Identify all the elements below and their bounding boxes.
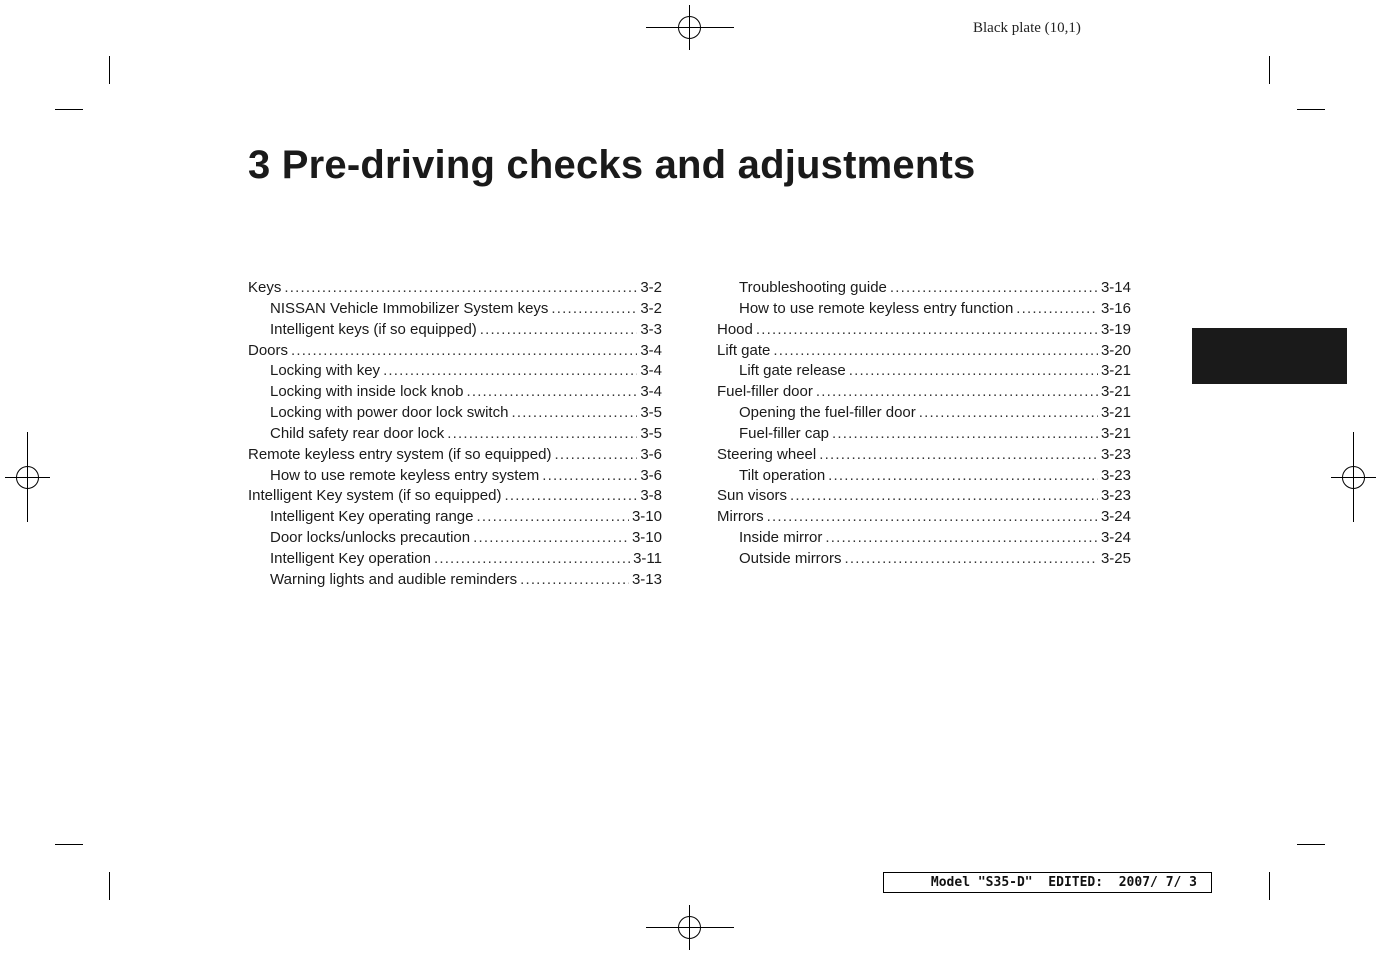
toc-entry[interactable] [717, 320, 1131, 341]
toc-entry[interactable] [248, 278, 662, 299]
toc-entry-label: NISSAN Vehicle Immobilizer System keys [270, 299, 549, 317]
toc-entry[interactable] [248, 445, 662, 466]
toc-entry[interactable] [717, 382, 1131, 403]
toc-dot-leader [551, 299, 637, 320]
toc-entry-label: Intelligent keys (if so equipped) [270, 320, 477, 338]
toc-entry[interactable] [717, 424, 1131, 445]
toc-entry-label: How to use remote keyless entry system [270, 466, 540, 484]
toc-entry[interactable] [248, 382, 662, 403]
toc-dot-leader [284, 278, 637, 299]
toc-entry-label: Door locks/unlocks precaution [270, 529, 471, 547]
toc-entry-label: Intelligent Key operation [270, 549, 431, 567]
toc-dot-leader [828, 466, 1098, 487]
toc-dot-leader [756, 320, 1098, 341]
toc-dot-leader [520, 570, 629, 591]
toc-entry-label: Sun visors [717, 487, 788, 505]
toc-entry-label: Child safety rear door lock [270, 424, 445, 442]
toc-dot-leader [832, 424, 1098, 445]
toc-dot-leader [919, 403, 1098, 424]
toc-entry[interactable] [717, 278, 1131, 299]
toc-dot-leader [480, 320, 638, 341]
toc-column-right [717, 278, 1131, 570]
toc-entry[interactable] [248, 320, 662, 341]
toc-entry-label: Keys [248, 279, 282, 296]
toc-dot-leader [554, 445, 637, 466]
toc-dot-leader [845, 549, 1098, 570]
toc-entry-page: 3-21 [1100, 383, 1131, 401]
toc-entry-page: 3-25 [1100, 549, 1131, 567]
toc-entry-page: 3-4 [640, 362, 662, 380]
toc-entry-page: 3-2 [640, 279, 662, 296]
toc-entry[interactable] [248, 549, 662, 570]
toc-dot-leader [542, 466, 637, 487]
toc-dot-leader [476, 507, 628, 528]
toc-entry[interactable] [248, 341, 662, 362]
toc-entry-page: 3-2 [640, 299, 662, 317]
toc-entry-label: Fuel-filler cap [739, 424, 830, 442]
registration-mark-left [5, 432, 50, 522]
toc-entry-label: Remote keyless entry system (if so equipped) [248, 445, 552, 463]
toc-entry-label: Troubleshooting guide [739, 279, 887, 296]
registration-mark-bottom [646, 905, 734, 950]
toc-entry[interactable] [717, 299, 1131, 320]
toc-column-left [248, 278, 662, 591]
toc-dot-leader [291, 341, 637, 362]
toc-entry-page: 3-16 [1100, 299, 1131, 317]
toc-dot-leader [819, 445, 1098, 466]
toc-entry-page: 3-21 [1100, 404, 1131, 422]
toc-entry-page: 3-6 [640, 445, 662, 463]
toc-dot-leader [504, 486, 637, 507]
toc-entry[interactable] [717, 341, 1131, 362]
toc-entry-label: Inside mirror [739, 529, 823, 547]
toc-entry-page: 3-3 [640, 320, 662, 338]
toc-entry-page: 3-23 [1100, 487, 1131, 505]
toc-entry-page: 3-24 [1100, 508, 1131, 526]
toc-entry-label: Hood [717, 320, 753, 338]
toc-entry-page: 3-4 [640, 341, 662, 359]
toc-dot-leader [434, 549, 630, 570]
toc-entry-page: 3-20 [1100, 341, 1131, 359]
toc-entry-label: Lift gate [717, 341, 771, 359]
toc-entry[interactable] [248, 403, 662, 424]
toc-entry[interactable] [717, 486, 1131, 507]
toc-dot-leader [825, 528, 1098, 549]
registration-mark-top [646, 5, 734, 50]
toc-entry[interactable] [717, 549, 1131, 570]
toc-entry-label: Steering wheel [717, 445, 817, 463]
toc-dot-leader [849, 361, 1098, 382]
toc-entry[interactable] [248, 424, 662, 445]
toc-entry-page: 3-21 [1100, 424, 1131, 442]
toc-entry-label: Locking with key [270, 362, 381, 380]
toc-entry-label: Lift gate release [739, 362, 846, 380]
toc-entry-page: 3-23 [1100, 445, 1131, 463]
toc-entry[interactable] [717, 361, 1131, 382]
toc-entry[interactable] [717, 528, 1131, 549]
model-edit-stamp: Model "S35-D" EDITED: 2007/ 7/ 3 [883, 872, 1212, 893]
toc-entry-page: 3-10 [631, 529, 662, 547]
toc-entry-page: 3-13 [631, 570, 662, 588]
toc-entry[interactable] [248, 570, 662, 591]
toc-dot-leader [466, 382, 637, 403]
toc-entry-label: Tilt operation [739, 466, 826, 484]
toc-dot-leader [816, 382, 1098, 403]
toc-entry-page: 3-23 [1100, 466, 1131, 484]
toc-dot-leader [773, 341, 1098, 362]
toc-entry[interactable] [248, 507, 662, 528]
toc-entry-label: Outside mirrors [739, 549, 842, 567]
toc-dot-leader [383, 361, 637, 382]
toc-entry-label: Opening the fuel-filler door [739, 404, 916, 422]
plate-label: Black plate (10,1) [973, 20, 1081, 36]
toc-dot-leader [447, 424, 637, 445]
registration-mark-right [1331, 432, 1376, 522]
toc-entry-page: 3-5 [640, 424, 662, 442]
toc-entry-label: Fuel-filler door [717, 383, 813, 401]
toc-dot-leader [890, 278, 1098, 299]
toc-entry[interactable] [248, 361, 662, 382]
toc-entry-page: 3-4 [640, 383, 662, 401]
toc-entry[interactable] [717, 445, 1131, 466]
toc-entry-label: Intelligent Key system (if so equipped) [248, 487, 502, 505]
toc-entry[interactable] [248, 486, 662, 507]
toc-entry-page: 3-24 [1100, 529, 1131, 547]
toc-entry-label: Mirrors [717, 508, 764, 526]
toc-entry[interactable] [248, 466, 662, 487]
toc-entry-label: Locking with inside lock knob [270, 383, 464, 401]
toc-entry-label: Warning lights and audible reminders [270, 570, 518, 588]
toc-entry[interactable] [248, 299, 662, 320]
toc-entry-page: 3-11 [633, 549, 662, 567]
toc-entry[interactable] [717, 507, 1131, 528]
chapter-thumb-tab [1192, 328, 1347, 384]
toc-entry-page: 3-5 [640, 404, 662, 422]
toc-entry-page: 3-14 [1100, 279, 1131, 296]
toc-entry-page: 3-19 [1100, 320, 1131, 338]
toc-dot-leader [767, 507, 1098, 528]
toc-dot-leader [511, 403, 637, 424]
toc-entry-label: Locking with power door lock switch [270, 404, 509, 422]
toc-entry[interactable] [248, 528, 662, 549]
toc-entry-label: How to use remote keyless entry function [739, 299, 1014, 317]
toc-entry-page: 3-8 [640, 487, 662, 505]
toc-dot-leader [1016, 299, 1098, 320]
toc-entry-page: 3-10 [631, 508, 662, 526]
toc-dot-leader [790, 486, 1098, 507]
toc-entry-page: 3-21 [1100, 362, 1131, 380]
toc-entry-label: Doors [248, 341, 289, 359]
toc-entry[interactable] [717, 403, 1131, 424]
chapter-title: 3 Pre-driving checks and adjustments [248, 143, 976, 187]
toc-dot-leader [473, 528, 629, 549]
toc-entry[interactable] [717, 466, 1131, 487]
toc-entry-label: Intelligent Key operating range [270, 508, 474, 526]
toc-entry-page: 3-6 [640, 466, 662, 484]
